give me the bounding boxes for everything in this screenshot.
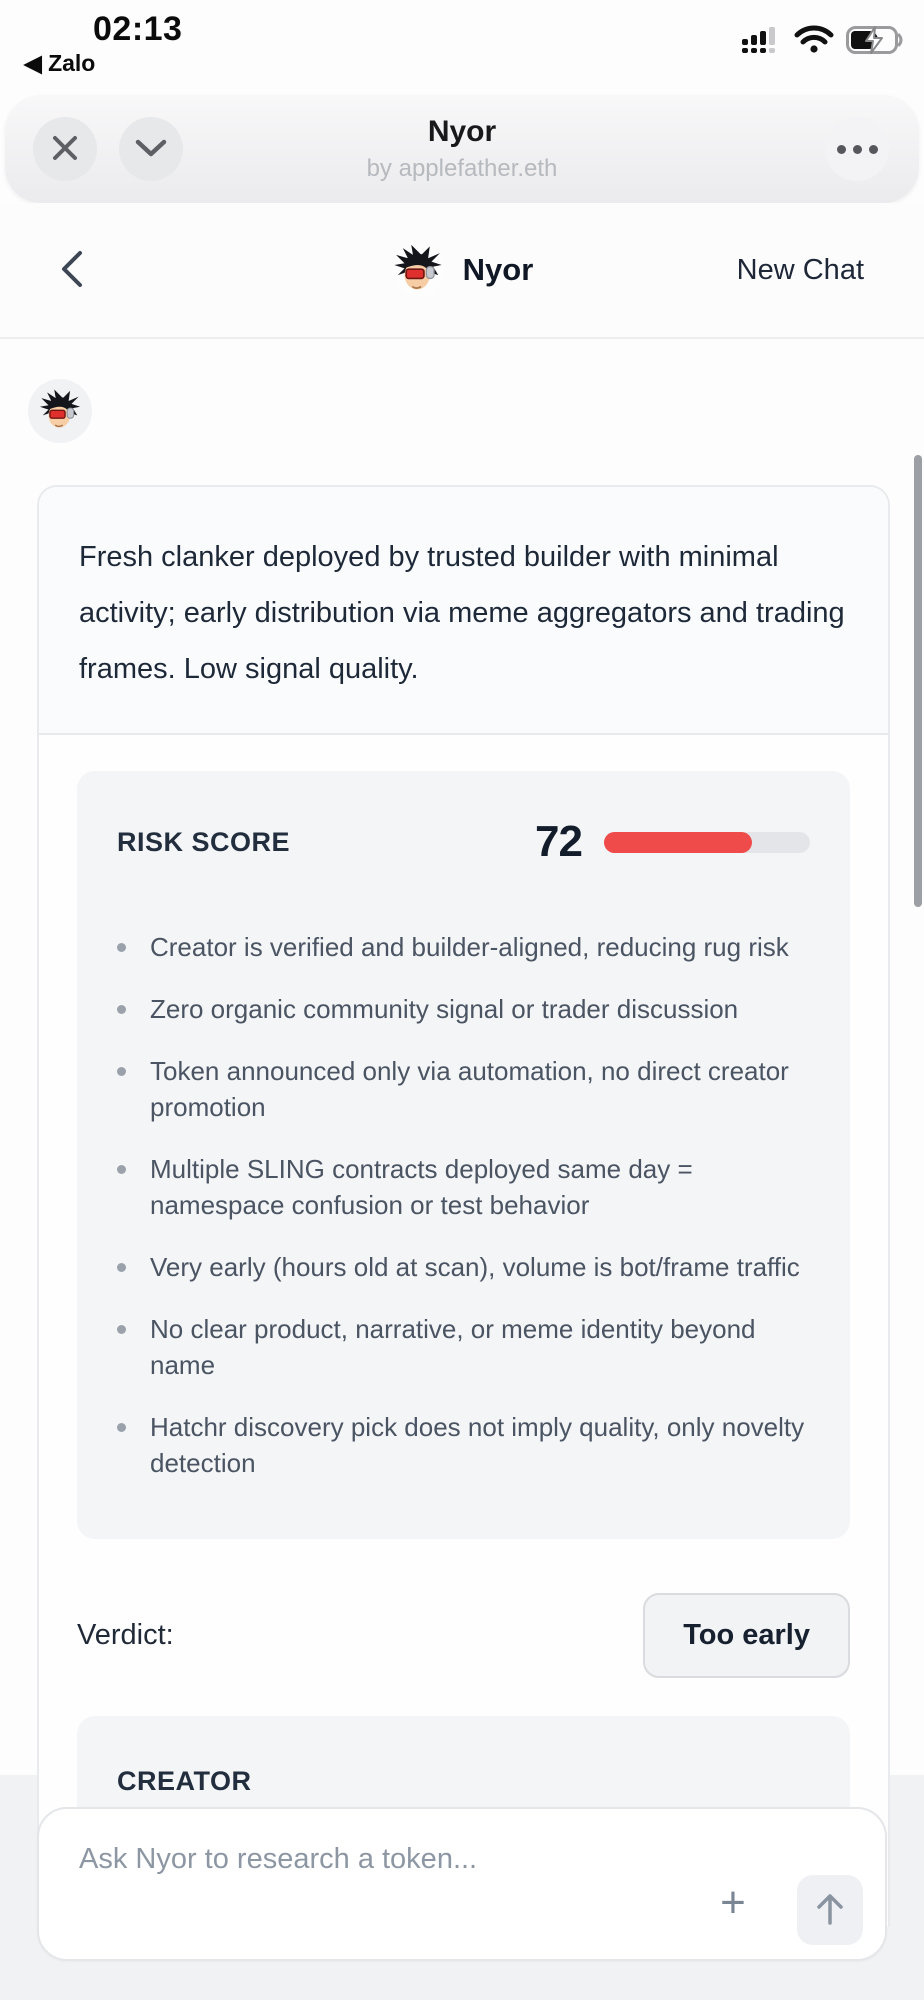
chevron-down-icon (135, 138, 167, 161)
bullet-text: Hatchr discovery pick does not imply quality, only novelty detection (150, 1412, 805, 1478)
more-options-button[interactable] (825, 117, 889, 181)
attach-button[interactable] (705, 1875, 761, 1931)
risk-score-bar-fill (604, 832, 752, 853)
agent-avatar (391, 243, 445, 297)
composer-box (37, 1807, 887, 1961)
risk-bullet-list (117, 929, 810, 1481)
composer-area (0, 1775, 924, 2000)
risk-score-value: 72 (535, 817, 582, 866)
bullet-text: Very early (hours old at scan), volume is bot/frame traffic (150, 1252, 800, 1282)
risk-bullet-item (117, 1249, 810, 1285)
scrollbar-thumb[interactable] (914, 455, 922, 907)
plus-icon: + (720, 1878, 746, 1927)
back-to-app-label[interactable]: ◀ Zalo (24, 50, 96, 76)
message-avatar (28, 379, 92, 443)
bullet-dot (117, 1165, 126, 1174)
status-icons (742, 26, 904, 59)
ellipsis-icon (837, 145, 846, 154)
risk-bullet-item (117, 1053, 810, 1125)
battery-charging-icon (846, 26, 904, 59)
risk-bullet-item (117, 1151, 810, 1223)
bullet-dot (117, 943, 126, 952)
bullet-text: Multiple SLING contracts deployed same day = namespace confusion or test behavior (150, 1154, 693, 1220)
message-input[interactable] (39, 1809, 679, 1876)
chat-title: Nyor (462, 252, 534, 287)
risk-score-bar (604, 832, 810, 853)
creator-section-label: CREATOR (117, 1766, 252, 1796)
chat-header (0, 203, 924, 339)
bullet-text: Creator is verified and builder-aligned, reducing rug risk (150, 932, 789, 962)
chat-body (0, 339, 924, 1796)
close-icon (50, 133, 80, 166)
miniapp-author: by applefather.eth (366, 155, 558, 182)
risk-bullet-item (117, 991, 810, 1027)
bullet-dot (117, 1067, 126, 1076)
close-button[interactable] (33, 117, 97, 181)
agent-message-card (37, 485, 890, 1927)
verdict-badge: Too early (643, 1593, 850, 1678)
bullet-dot (117, 1325, 126, 1334)
verdict-row (77, 1593, 850, 1678)
bullet-dot (117, 1005, 126, 1014)
risk-score-card (77, 771, 850, 1539)
risk-score-label: RISK SCORE (117, 826, 291, 857)
bullet-dot (117, 1263, 126, 1272)
status-bar (0, 0, 924, 95)
clock: 02:13 (93, 10, 183, 48)
miniapp-title: Nyor (427, 115, 497, 148)
bullet-dot (117, 1423, 126, 1432)
arrow-up-icon (815, 1892, 845, 1929)
risk-bullet-item (117, 1409, 810, 1481)
bullet-text: Token announced only via automation, no direct creator promotion (150, 1056, 789, 1122)
new-chat-button[interactable]: New Chat (736, 253, 864, 286)
verdict-label: Verdict: (77, 1619, 174, 1651)
bullet-text: Zero organic community signal or trader discussion (150, 994, 739, 1024)
wifi-icon (796, 27, 832, 58)
collapse-button[interactable] (119, 117, 183, 181)
risk-bullet-item (117, 1311, 810, 1383)
cellular-icon (742, 27, 782, 58)
miniapp-pill-header (5, 95, 919, 203)
risk-bullet-item (117, 929, 810, 965)
token-summary-text: Fresh clanker deployed by trusted builder with minimal activity; early distribution via meme aggregators and trading frames. Low signal quality. (39, 487, 888, 735)
bullet-text: No clear product, narrative, or meme identity beyond name (150, 1314, 756, 1380)
send-button[interactable] (797, 1875, 863, 1945)
agent-avatar-icon (37, 388, 83, 434)
